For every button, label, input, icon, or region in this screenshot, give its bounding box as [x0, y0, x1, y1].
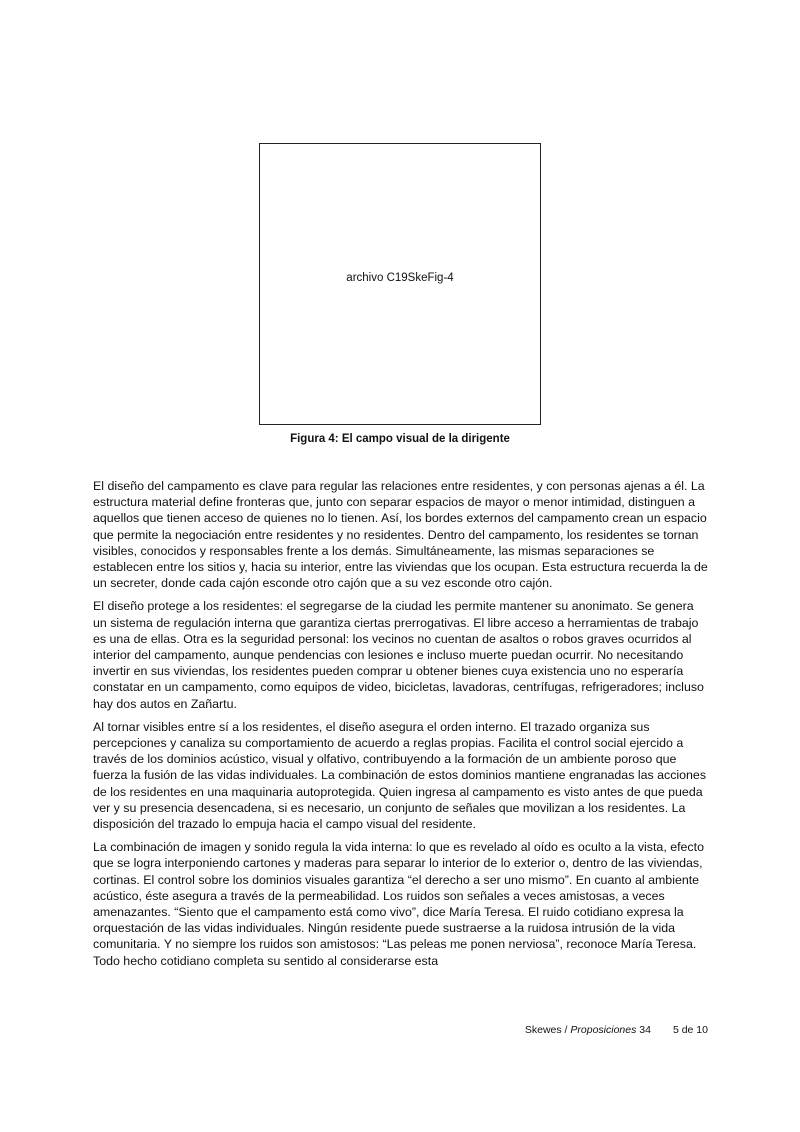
paragraph: Al tornar visibles entre sí a los residentes, el diseño asegura el orden interno. El trazado organiza sus percepciones y canaliza su comportamiento de acuerdo a reglas propias. Facilita el control social ejercido a través de los dominios acústico, visual y olfativo, contribuyendo a la formación de un ambiente poroso que fuerza la fusión de las vidas individuales. La combinación de estos dominios mantiene engranadas las acciones de los residentes en una maquinaria autoprotegida. Quien ingresa al campamento es visto antes de que pueda ver y su presencia desencadena, si es necesario, un conjunto de señales que movilizan a los residentes. La disposición del trazado lo empuja hacia el campo visual del residente.	[93, 719, 707, 832]
page-number: 5 de 10	[672, 1024, 708, 1036]
paragraph: El diseño del campamento es clave para regular las relaciones entre residentes, y con personas ajenas a él. La estructura material define fronteras que, junto con separar espacios de mayor o menor intimidad, distinguen a aquellos que tienen acceso de quienes no lo tienen. Así, los bordes externos del campamento crean un espacio que permite la negociación entre residentes y no residentes. Dentro del campamento, los residentes se tornan visibles, conocidos y responsables frente a los demás. Simultáneamente, las mismas separaciones se establecen entre los sitios y, hacia su interior, entre las viviendas que los ocupan. Esta estructura recuerda la de un secreter, donde cada cajón esconde otro cajón que a su vez esconde otro cajón.	[93, 479, 708, 591]
body-text	[93, 478, 708, 976]
paragraph: La combinación de imagen y sonido regula la vida interna: lo que es revelado al oído es oculto a la vista, efecto que se logra interponiendo cartones y maderas para separar lo interior de lo exterior o, dentro de las viviendas, cortinas. El control sobre los dominios visuales garantiza “el derecho a ser uno mismo”. En cuanto al ambiente acústico, éste asegura a través de la permeabilidad. Los ruidos son señales a veces amistosas, a veces amenazantes. “Siento que el campamento está como vivo”, dice María Teresa. El ruido cotidiano expresa la orquestación de las vidas individuales. Ningún residente puede sustraerse a la ruidosa intrusión de la vida comunitaria. Y no siempre los ruidos son amistosos: “Las peleas me ponen nerviosa”, reconoce María Teresa. Todo hecho cotidiano completa su sentido al considerarse esta	[93, 840, 704, 968]
figure-placeholder-box	[259, 143, 541, 425]
footer-author: Skewes /	[524, 1024, 571, 1036]
page-footer	[0, 1024, 708, 1036]
paragraph: El diseño protege a los residentes: el segregarse de la ciudad les permite mantener su anonimato. Se genera un sistema de regulación interna que garantiza ciertas prerrogativas. El libre acceso a herramientas de trabajo es una de ellas. Otra es la seguridad personal: los vecinos no cuentan de asaltos o robos graves ocurridos al interior del campamento, aunque pendencias con lesiones e incluso muerte puedan ocurrir. No necesitando invertir en sus viviendas, los residentes pueden comprar u obtener bienes cuya existencia uno no esperaría constatar en un campamento, como equipos de video, bicicletas, lavadoras, centrífugas, refrigeradores; incluso hay dos autos en Zañartu.	[93, 599, 704, 711]
footer-journal: Proposiciones	[570, 1024, 637, 1036]
figure-caption: Figura 4: El campo visual de la dirigente	[290, 433, 510, 445]
footer-issue: 34	[636, 1024, 651, 1036]
figure-placeholder-text: archivo C19SkeFig-4	[346, 272, 454, 284]
